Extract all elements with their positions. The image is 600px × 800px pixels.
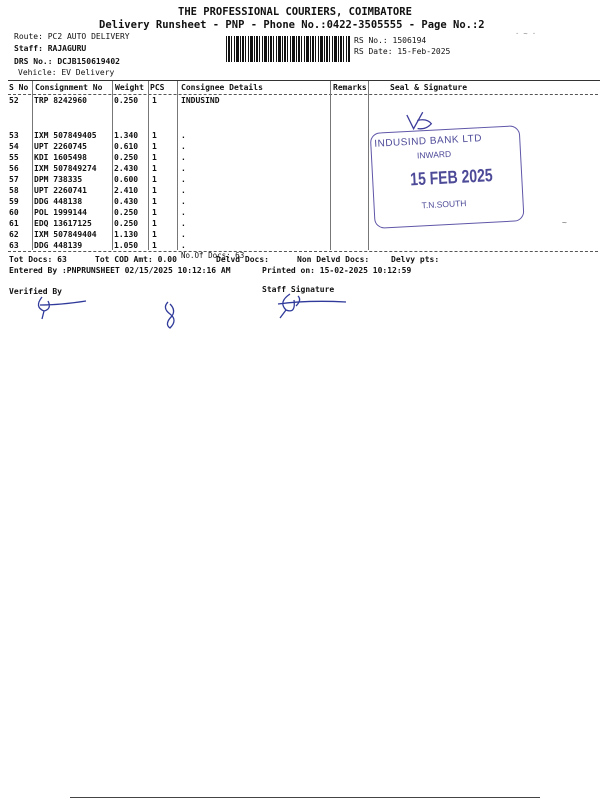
cell-sno: 53 — [9, 131, 19, 140]
table-header-rule — [8, 94, 600, 95]
cell-pcs: 1 — [152, 131, 157, 140]
cell-consignment: IXM 507849274 — [34, 164, 97, 173]
cell-consignment: KDI 1605498 — [34, 153, 87, 162]
printed-on: Printed on: 15-02-2025 10:12:59 — [262, 266, 412, 275]
entered-by: Entered By :PNPRUNSHEET 02/15/2025 10:12:16 AM — [9, 266, 231, 275]
bank-stamp — [369, 117, 524, 231]
cell-consignment: POL 1999144 — [34, 208, 87, 217]
cell-weight: 2.430 — [114, 164, 139, 173]
no-of-docs — [181, 241, 245, 260]
staff-signature-icon — [268, 288, 358, 322]
cell-details: INDUSIND — [181, 96, 220, 105]
cell-weight: 0.250 — [114, 153, 139, 162]
table-bottom-rule — [8, 251, 600, 252]
cell-details: . — [181, 164, 186, 173]
cell-sno: 56 — [9, 164, 19, 173]
cell-pcs: 1 — [152, 164, 157, 173]
table-row — [0, 230, 600, 241]
col-header-details: Consignee Details — [181, 83, 263, 92]
delvd-docs: Delvd Docs: — [216, 255, 269, 264]
cell-weight: 0.430 — [114, 197, 139, 206]
cell-sno: 52 — [9, 96, 19, 105]
cell-details: . — [181, 153, 186, 162]
tot-docs: Tot Docs: 63 — [9, 255, 67, 264]
cell-weight: 0.250 — [114, 208, 139, 217]
cell-weight: 0.250 — [114, 219, 139, 228]
stamp-date: 15 FEB 2025 — [409, 164, 494, 190]
cell-weight: 2.410 — [114, 186, 139, 195]
company-name: THE PROFESSIONAL COURIERS, COIMBATORE — [178, 6, 412, 18]
cell-pcs: 1 — [152, 175, 157, 184]
cell-details: . — [181, 197, 186, 206]
cell-pcs: 1 — [152, 186, 157, 195]
cell-consignment: UPT 2260741 — [34, 186, 87, 195]
cell-consignment: TRP 8242960 — [34, 96, 87, 105]
col-header-seal: Seal & Signature — [390, 83, 468, 92]
cell-weight: 1.050 — [114, 241, 139, 250]
col-header-pcs: PCS — [150, 83, 165, 92]
cell-weight: 1.130 — [114, 230, 139, 239]
tot-cod-amt: Tot COD Amt: 0.00 — [95, 255, 177, 264]
staff-signature-label: Staff Signature — [262, 285, 335, 294]
cell-pcs: 1 — [152, 230, 157, 239]
verified-by-label: Verified By — [9, 287, 62, 296]
cell-sno: 60 — [9, 208, 19, 217]
cell-weight: 0.250 — [114, 96, 139, 105]
scan-mark: · ~ · — [515, 30, 537, 38]
cell-details: . — [181, 241, 186, 250]
runsheet-title: Delivery Runsheet - PNP - Phone No.:0422-3505555 - Page No.:2 — [99, 19, 485, 31]
cell-sno: 55 — [9, 153, 19, 162]
cell-consignment: IXM 507849405 — [34, 131, 97, 140]
cell-consignment: EDQ 13617125 — [34, 219, 92, 228]
cell-consignment: DDG 448138 — [34, 197, 83, 206]
cell-consignment: DDG 448139 — [34, 241, 83, 250]
cell-sno: 58 — [9, 186, 19, 195]
cell-details: . — [181, 186, 186, 195]
cell-sno: 59 — [9, 197, 19, 206]
col-header-remarks: Remarks — [333, 83, 367, 92]
scan-mark: ~ — [562, 218, 567, 227]
stamp-inward: INWARD — [416, 148, 452, 161]
page-bottom-rule — [70, 797, 540, 798]
cell-pcs: 1 — [152, 142, 157, 151]
cell-consignment: IXM 507849404 — [34, 230, 97, 239]
cell-sno: 54 — [9, 142, 19, 151]
stamp-bank-name: INDUSIND BANK LTD — [374, 133, 483, 150]
cell-weight: 0.610 — [114, 142, 139, 151]
barcode — [226, 36, 350, 62]
cell-details: . — [181, 230, 186, 239]
cell-pcs: 1 — [152, 153, 157, 162]
cell-sno: 61 — [9, 219, 19, 228]
delvy-pts: Delvy pts: — [391, 255, 440, 264]
no-of-docs-text: No.Of Docs: 63 — [181, 251, 245, 260]
cell-pcs: 1 — [152, 208, 157, 217]
cell-sno: 62 — [9, 230, 19, 239]
staff-label: Staff: RAJAGURU — [14, 44, 87, 53]
cell-consignment: DPM 738335 — [34, 175, 83, 184]
non-delvd-docs: Non Delvd Docs: — [297, 255, 370, 264]
cell-consignment: UPT 2260745 — [34, 142, 87, 151]
cell-weight: 1.340 — [114, 131, 139, 140]
rs-number: RS No.: 1506194 — [354, 36, 427, 45]
drs-number: DRS No.: DCJB150619402 — [14, 57, 120, 66]
col-header-consignment: Consignment No — [35, 83, 103, 92]
rs-date: RS Date: 15-Feb-2025 — [354, 47, 451, 56]
cell-details: . — [181, 131, 186, 140]
cell-details: . — [181, 208, 186, 217]
cell-pcs: 1 — [152, 197, 157, 206]
cell-pcs: 1 — [152, 96, 157, 105]
cell-details: . — [181, 142, 186, 151]
col-header-sno: S No — [9, 83, 29, 92]
cell-pcs: 1 — [152, 241, 157, 250]
cell-sno: 57 — [9, 175, 19, 184]
route-label: Route: PC2 AUTO DELIVERY — [14, 32, 130, 41]
col-header-weight: Weight — [115, 83, 144, 92]
table-top-rule — [8, 80, 600, 81]
handwritten-mark-icon — [160, 300, 190, 334]
cell-weight: 0.600 — [114, 175, 139, 184]
stamp-location: T.N.SOUTH — [421, 198, 467, 211]
cell-sno: 63 — [9, 241, 19, 250]
cell-details: . — [181, 175, 186, 184]
vehicle-label: Vehicle: EV Delivery — [18, 68, 115, 77]
verified-signature-icon — [30, 293, 100, 323]
cell-pcs: 1 — [152, 219, 157, 228]
cell-details: . — [181, 219, 186, 228]
